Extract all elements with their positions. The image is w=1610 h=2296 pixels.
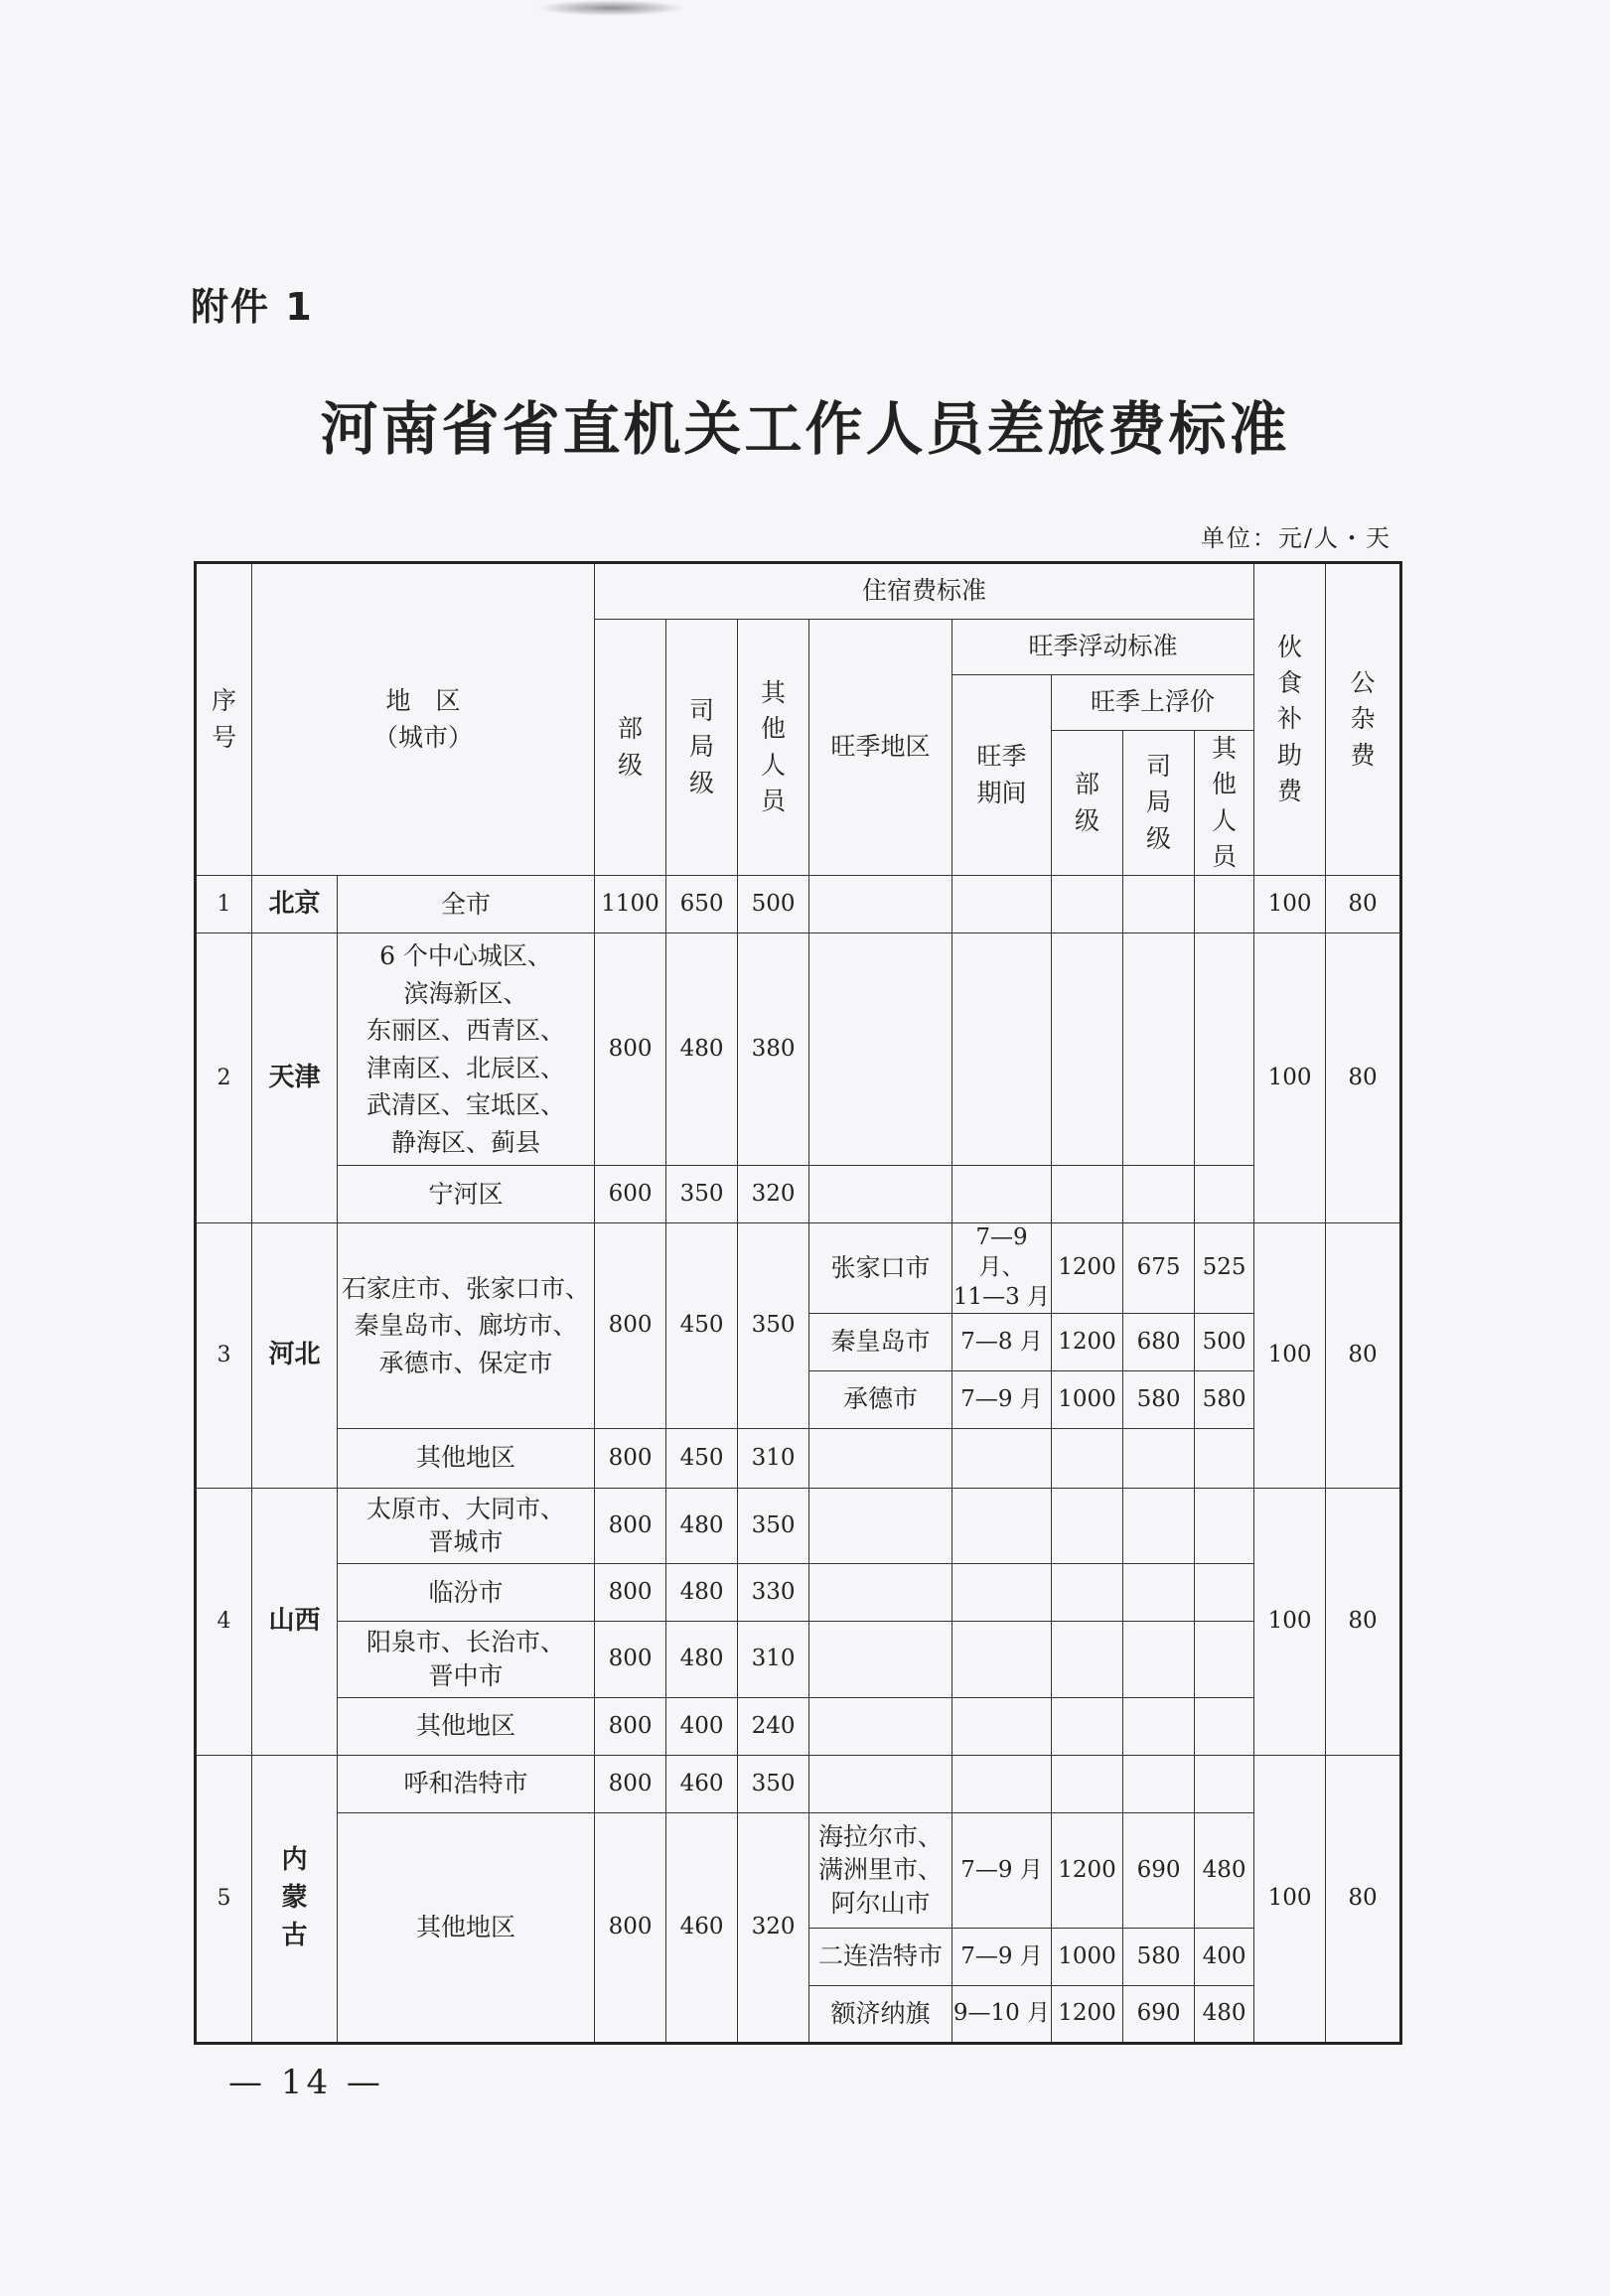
peak-others-rate: 500 <box>1195 1313 1254 1370</box>
table-row <box>196 1812 1401 1928</box>
bureau-rate: 450 <box>666 1223 738 1429</box>
province-name: 河北 <box>252 1223 338 1489</box>
empty-cell <box>952 1564 1052 1622</box>
meal-allowance: 100 <box>1254 1223 1326 1489</box>
empty-cell <box>809 1564 952 1622</box>
city-name: 6 个中心城区、 滨海新区、 东丽区、西青区、 津南区、北辰区、 武清区、宝坻区、 静海区、蓟县 <box>338 933 595 1166</box>
peak-ministry-rate: 1200 <box>1052 1313 1123 1370</box>
empty-cell <box>809 1166 952 1223</box>
table-row <box>196 933 1401 1166</box>
header-lodging: 住宿费标准 <box>595 563 1254 620</box>
peak-ministry-rate: 1200 <box>1052 1812 1123 1928</box>
header-peak-region: 旺季地区 <box>809 620 952 876</box>
ministry-rate: 1100 <box>595 876 666 933</box>
bureau-rate: 480 <box>666 933 738 1166</box>
table-row <box>196 1755 1401 1812</box>
bureau-rate: 480 <box>666 1488 738 1564</box>
empty-cell <box>1123 1564 1195 1622</box>
empty-cell <box>1195 1564 1254 1622</box>
bureau-rate: 460 <box>666 1812 738 2043</box>
empty-cell <box>1195 1166 1254 1223</box>
ministry-rate: 800 <box>595 1223 666 1429</box>
empty-cell <box>1052 1697 1123 1755</box>
peak-region: 张家口市 <box>809 1223 952 1314</box>
bureau-rate: 350 <box>666 1166 738 1223</box>
peak-region: 海拉尔市、 满洲里市、 阿尔山市 <box>809 1812 952 1928</box>
row-seq: 3 <box>196 1223 252 1489</box>
province-name: 天津 <box>252 933 338 1223</box>
bureau-rate: 480 <box>666 1622 738 1698</box>
others-rate: 240 <box>738 1697 809 1755</box>
peak-ministry-rate: 1200 <box>1052 1223 1123 1314</box>
peak-region: 秦皇岛市 <box>809 1313 952 1370</box>
empty-cell <box>1052 1428 1123 1488</box>
empty-cell <box>809 933 952 1166</box>
empty-cell <box>952 1428 1052 1488</box>
empty-cell <box>1195 876 1254 933</box>
peak-others-rate: 480 <box>1195 1985 1254 2043</box>
document-title: 河南省省直机关工作人员差旅费标准 <box>320 395 1290 463</box>
misc-fee: 80 <box>1326 876 1401 933</box>
peak-bureau-rate: 680 <box>1123 1313 1195 1370</box>
city-name: 其他地区 <box>338 1812 595 2043</box>
city-name: 其他地区 <box>338 1697 595 1755</box>
meal-allowance: 100 <box>1254 933 1326 1223</box>
empty-cell <box>1052 1488 1123 1564</box>
bureau-rate: 460 <box>666 1755 738 1812</box>
ministry-rate: 800 <box>595 1488 666 1564</box>
header-meal: 伙食补助费 <box>1254 563 1326 876</box>
empty-cell <box>1195 1755 1254 1812</box>
row-seq: 2 <box>196 933 252 1223</box>
peak-period: 7—9 月、 11—3 月 <box>952 1223 1052 1314</box>
empty-cell <box>1052 933 1123 1166</box>
meal-allowance: 100 <box>1254 1755 1326 2043</box>
header-peak-period: 旺季期间 <box>952 675 1052 876</box>
empty-cell <box>1195 1488 1254 1564</box>
empty-cell <box>1123 1622 1195 1698</box>
city-name: 阳泉市、长治市、 晋中市 <box>338 1622 595 1698</box>
peak-others-rate: 525 <box>1195 1223 1254 1314</box>
empty-cell <box>1123 1488 1195 1564</box>
city-name: 呼和浩特市 <box>338 1755 595 1812</box>
table-row <box>196 1428 1401 1488</box>
peak-bureau-rate: 580 <box>1123 1928 1195 1985</box>
table-row <box>196 1697 1401 1755</box>
empty-cell <box>952 1488 1052 1564</box>
others-rate: 320 <box>738 1812 809 2043</box>
peak-period: 9—10 月 <box>952 1985 1052 2043</box>
empty-cell <box>1052 1622 1123 1698</box>
table-row <box>196 1564 1401 1622</box>
city-name: 临汾市 <box>338 1564 595 1622</box>
others-rate: 350 <box>738 1755 809 1812</box>
city-name: 其他地区 <box>338 1428 595 1488</box>
empty-cell <box>1195 1697 1254 1755</box>
others-rate: 350 <box>738 1223 809 1429</box>
empty-cell <box>1123 1697 1195 1755</box>
peak-period: 7—9 月 <box>952 1370 1052 1428</box>
empty-cell <box>952 1166 1052 1223</box>
peak-region: 承德市 <box>809 1370 952 1428</box>
city-name: 太原市、大同市、 晋城市 <box>338 1488 595 1564</box>
peak-others-rate: 580 <box>1195 1370 1254 1428</box>
ministry-rate: 800 <box>595 1622 666 1698</box>
peak-others-rate: 480 <box>1195 1812 1254 1928</box>
row-seq: 1 <box>196 876 252 933</box>
ministry-rate: 800 <box>595 1564 666 1622</box>
province-name: 北京 <box>252 876 338 933</box>
table-row <box>196 1622 1401 1698</box>
ministry-rate: 800 <box>595 933 666 1166</box>
empty-cell <box>1052 1564 1123 1622</box>
province-name: 山西 <box>252 1488 338 1755</box>
empty-cell <box>952 876 1052 933</box>
scan-smudge <box>536 0 685 16</box>
page-number: — 14 — <box>228 2063 384 2102</box>
unit-label: 单位：元/人・天 <box>1200 524 1391 552</box>
header-peak-float: 旺季浮动标准 <box>952 620 1254 675</box>
table-row <box>196 1166 1401 1223</box>
ministry-rate: 800 <box>595 1755 666 1812</box>
misc-fee: 80 <box>1326 1223 1401 1489</box>
header-others: 其他人员 <box>738 620 809 876</box>
others-rate: 320 <box>738 1166 809 1223</box>
empty-cell <box>1123 876 1195 933</box>
header-ministry: 部级 <box>595 620 666 876</box>
empty-cell <box>1195 1428 1254 1488</box>
others-rate: 350 <box>738 1488 809 1564</box>
peak-ministry-rate: 1000 <box>1052 1370 1123 1428</box>
travel-expense-table <box>194 561 1402 2045</box>
empty-cell <box>952 1622 1052 1698</box>
ministry-rate: 600 <box>595 1166 666 1223</box>
table-row <box>196 1488 1401 1564</box>
row-seq: 5 <box>196 1755 252 2043</box>
empty-cell <box>1052 1755 1123 1812</box>
others-rate: 310 <box>738 1428 809 1488</box>
peak-ministry-rate: 1200 <box>1052 1985 1123 2043</box>
header-region: 地 区 （城市） <box>252 563 595 876</box>
misc-fee: 80 <box>1326 1488 1401 1755</box>
bureau-rate: 450 <box>666 1428 738 1488</box>
peak-bureau-rate: 675 <box>1123 1223 1195 1314</box>
header-seq: 序号 <box>196 563 252 876</box>
peak-bureau-rate: 690 <box>1123 1985 1195 2043</box>
others-rate: 500 <box>738 876 809 933</box>
row-seq: 4 <box>196 1488 252 1755</box>
empty-cell <box>809 876 952 933</box>
city-name: 宁河区 <box>338 1166 595 1223</box>
ministry-rate: 800 <box>595 1697 666 1755</box>
table-row <box>196 876 1401 933</box>
bureau-rate: 400 <box>666 1697 738 1755</box>
misc-fee: 80 <box>1326 933 1401 1223</box>
misc-fee: 80 <box>1326 1755 1401 2043</box>
empty-cell <box>1195 1622 1254 1698</box>
attachment-label: 附件 1 <box>191 285 314 329</box>
others-rate: 330 <box>738 1564 809 1622</box>
ministry-rate: 800 <box>595 1428 666 1488</box>
peak-period: 7—9 月 <box>952 1812 1052 1928</box>
header-bureau: 司局级 <box>666 620 738 876</box>
empty-cell <box>1123 1166 1195 1223</box>
empty-cell <box>809 1697 952 1755</box>
city-name: 全市 <box>338 876 595 933</box>
ministry-rate: 800 <box>595 1812 666 2043</box>
table-row <box>196 1223 1401 1314</box>
header-peak-others: 其他人员 <box>1195 731 1254 876</box>
peak-region: 二连浩特市 <box>809 1928 952 1985</box>
peak-ministry-rate: 1000 <box>1052 1928 1123 1985</box>
peak-bureau-rate: 580 <box>1123 1370 1195 1428</box>
meal-allowance: 100 <box>1254 1488 1326 1755</box>
header-peak-up: 旺季上浮价 <box>1052 675 1254 731</box>
peak-period: 7—8 月 <box>952 1313 1052 1370</box>
others-rate: 380 <box>738 933 809 1166</box>
peak-period: 7—9 月 <box>952 1928 1052 1985</box>
empty-cell <box>809 1622 952 1698</box>
empty-cell <box>1195 933 1254 1166</box>
bureau-rate: 480 <box>666 1564 738 1622</box>
header-peak-bureau: 司局级 <box>1123 731 1195 876</box>
peak-region: 额济纳旗 <box>809 1985 952 2043</box>
empty-cell <box>809 1488 952 1564</box>
peak-others-rate: 400 <box>1195 1928 1254 1985</box>
empty-cell <box>952 1755 1052 1812</box>
meal-allowance: 100 <box>1254 876 1326 933</box>
empty-cell <box>1052 876 1123 933</box>
bureau-rate: 650 <box>666 876 738 933</box>
empty-cell <box>952 1697 1052 1755</box>
empty-cell <box>1052 1166 1123 1223</box>
empty-cell <box>1123 1755 1195 1812</box>
empty-cell <box>809 1428 952 1488</box>
header-peak-ministry: 部级 <box>1052 731 1123 876</box>
empty-cell <box>809 1755 952 1812</box>
others-rate: 310 <box>738 1622 809 1698</box>
empty-cell <box>1123 933 1195 1166</box>
header-misc: 公杂费 <box>1326 563 1401 876</box>
empty-cell <box>952 933 1052 1166</box>
province-name: 内蒙古 <box>252 1755 338 2043</box>
city-name: 石家庄市、张家口市、 秦皇岛市、廊坊市、 承德市、保定市 <box>338 1223 595 1429</box>
peak-bureau-rate: 690 <box>1123 1812 1195 1928</box>
empty-cell <box>1123 1428 1195 1488</box>
